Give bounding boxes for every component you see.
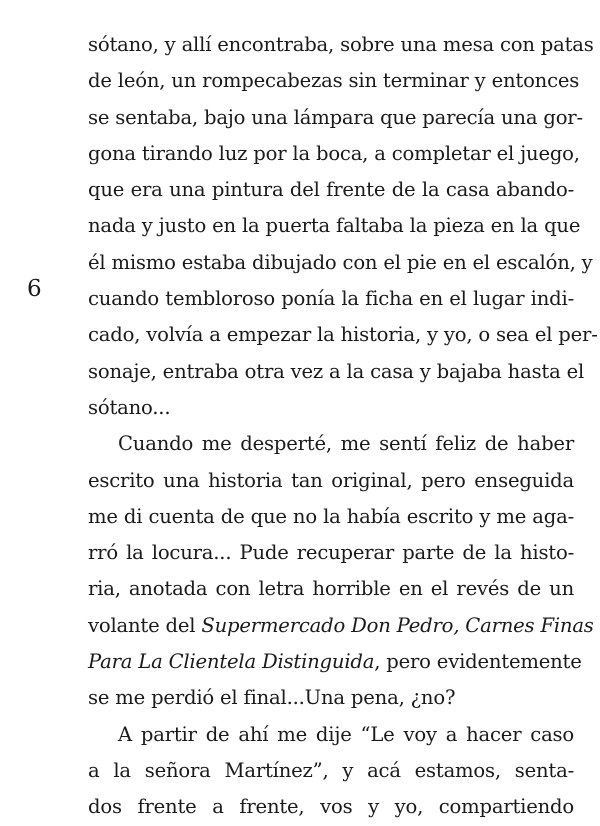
paragraph-start-line: Cuando me desperté, me sentí feliz de haber [118, 432, 574, 456]
text-line: de león, un rompecabezas sin terminar y entonces [88, 69, 580, 93]
text-line: a la señora Martínez”, y acá estamos, senta- [88, 758, 574, 782]
text-line: escrito una historia tan original, pero enseguida [88, 468, 574, 492]
text-line-with-italic [88, 644, 582, 680]
text-line-with-italic [88, 608, 594, 644]
text-line: gona tirando luz por la boca, a completar el juego, [88, 141, 580, 165]
text-line: sótano, y allí encontraba, sobre una mesa con patas [88, 33, 594, 56]
text-line: rró la locura... Pude recuperar parte de la histo- [88, 541, 574, 565]
line-number-marker: 6 [27, 276, 42, 302]
text-line: me di cuenta de que no la había escrito y me aga- [88, 504, 574, 528]
text-line: cado, volvía a empezar la historia, y yo, o sea el per- [88, 323, 598, 347]
text-line: dos frente a frente, vos y yo, compartiendo [88, 795, 574, 819]
italic-store-tagline: Para La Clientela Distinguida [88, 650, 375, 674]
text-line: que era una pintura del frente de la casa abando- [88, 178, 574, 202]
body-text [88, 27, 598, 826]
paragraph-start-line: A partir de ahí me dije “Le voy a hacer caso [118, 722, 574, 746]
italic-store-name: Supermercado Don Pedro, Carnes Finas [201, 613, 594, 637]
plain-text: volante del [88, 613, 202, 637]
text-line: se sentaba, bajo una lámpara que parecía una gor- [88, 105, 583, 129]
text-line: sonaje, entraba otra vez a la casa y bajaba hasta el [88, 359, 585, 383]
plain-text: , pero evidentemente [374, 650, 582, 674]
text-line: se me perdió el final...Una pena, ¿no? [88, 686, 456, 710]
text-line: él mismo estaba dibujado con el pie en el escalón, y [88, 250, 593, 274]
text-line: cuando tembloroso ponía la ficha en el lugar indi- [88, 287, 574, 311]
text-line: ria, anotada con letra horrible en el revés de un [88, 577, 574, 601]
text-line: nada y justo en la puerta faltaba la pieza en la que [88, 214, 581, 238]
text-line: sótano... [88, 395, 171, 419]
